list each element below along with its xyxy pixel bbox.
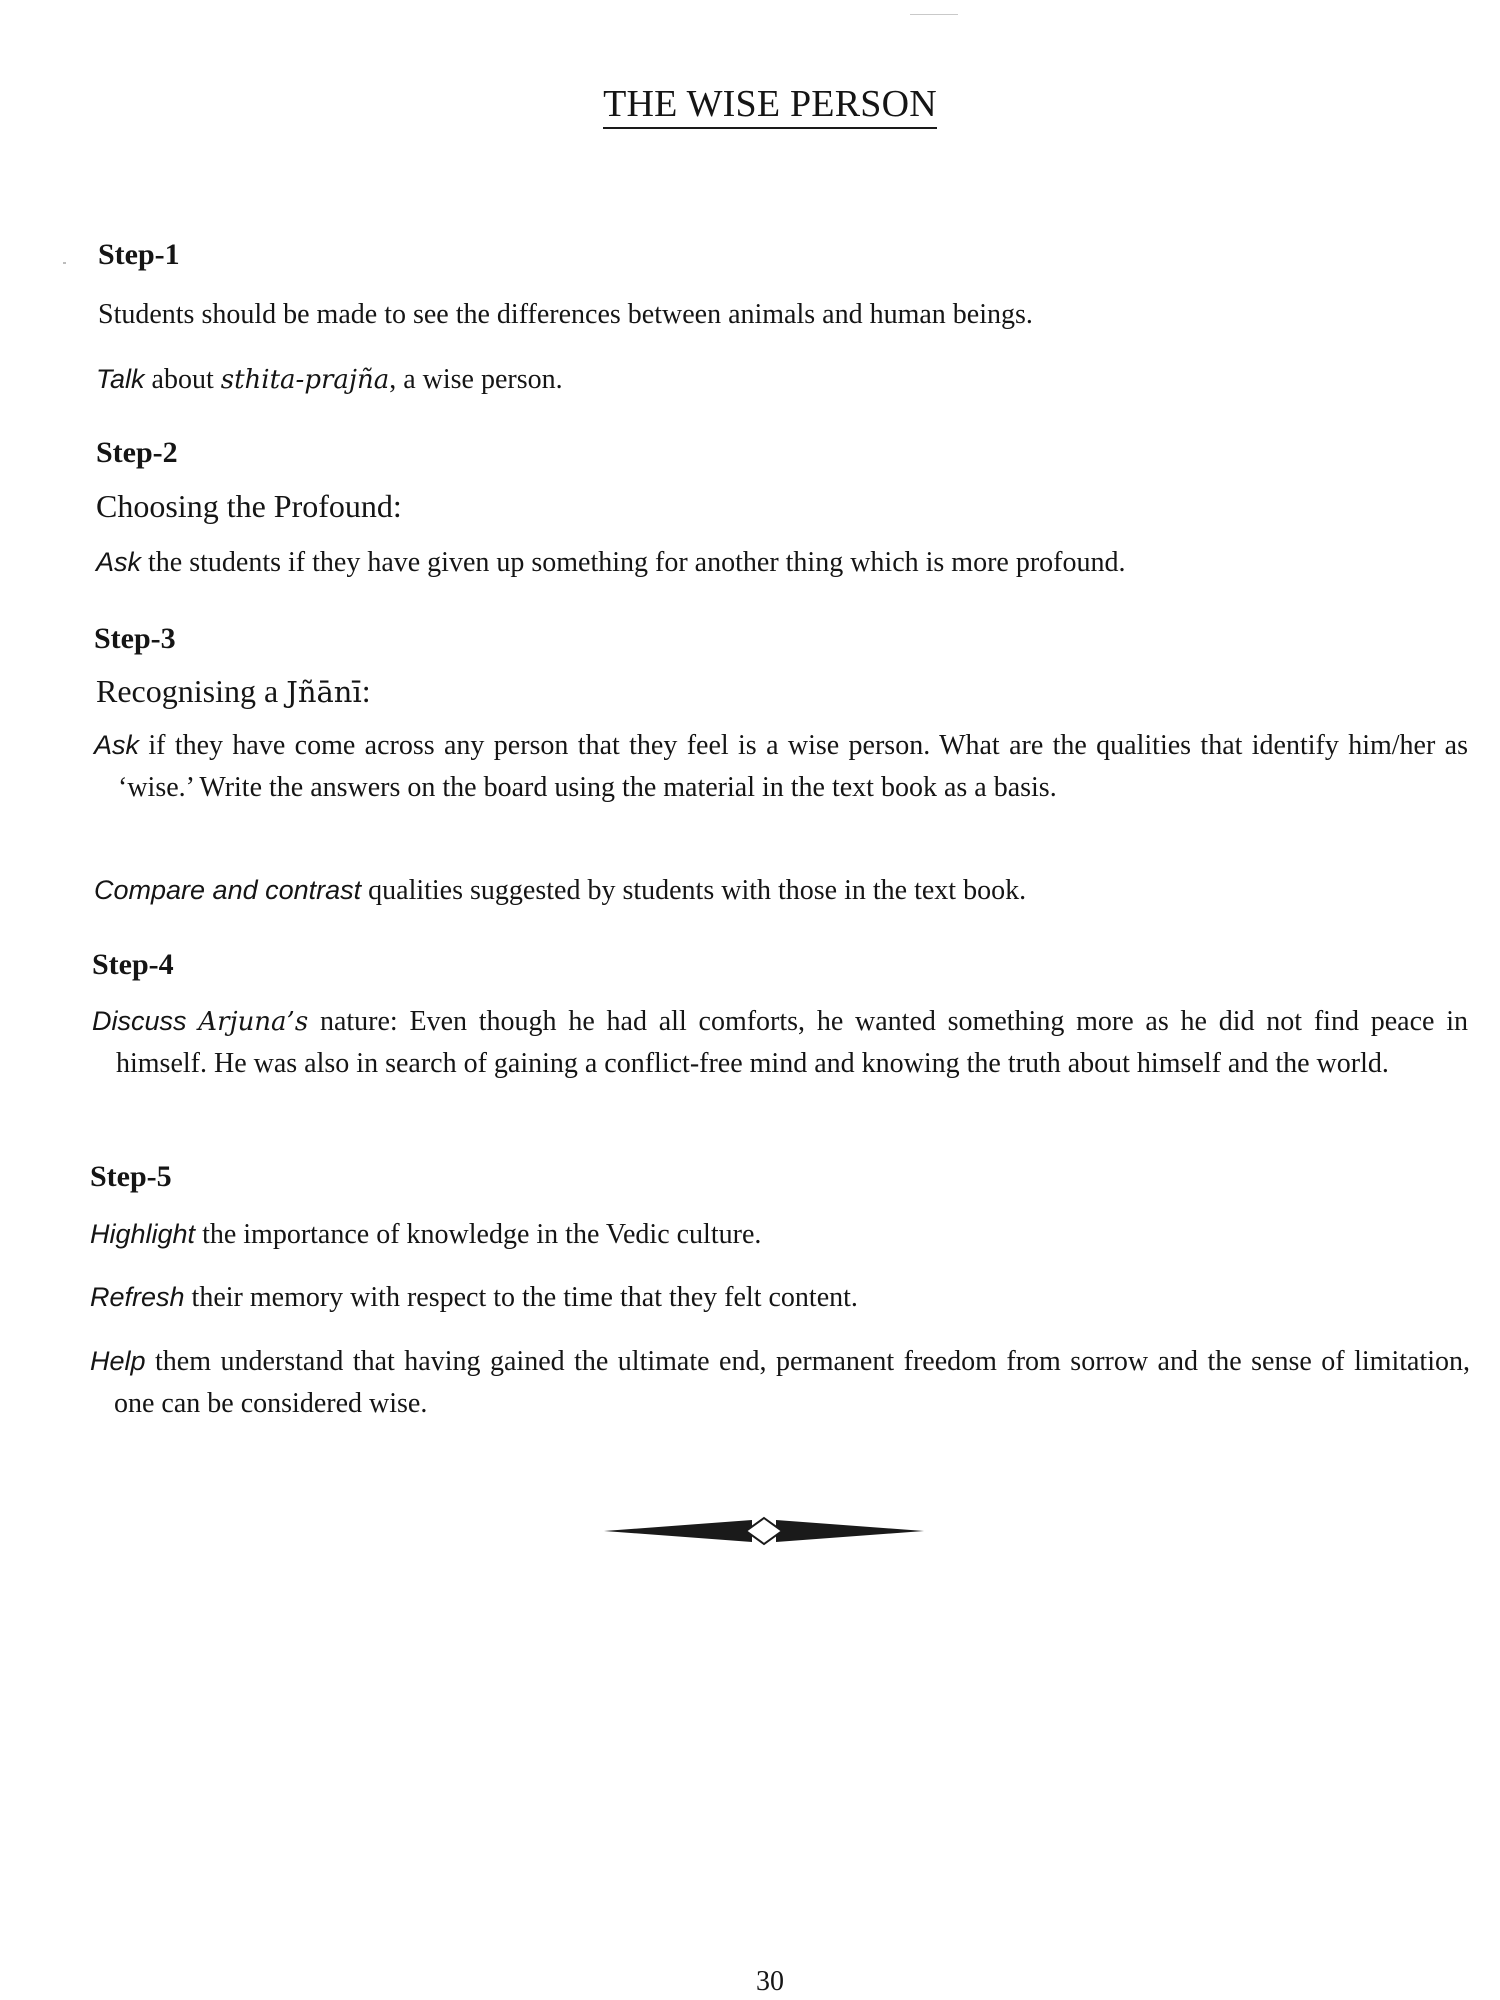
talk-verb: Talk [96,364,145,394]
step-3-ask-paragraph [94,724,1468,809]
margin-scan-dot [63,262,66,264]
step-5-highlight-line [90,1213,1470,1256]
ask-verb: Ask [96,547,142,577]
left-tapered-rule [604,1520,752,1542]
ask-verb-2: Ask [94,730,140,760]
step-3-ask-text: if they have come across any person that they feel is a wise person. What are the qualities that identify him/her as ‘wise.’ Write the answers on the board using the material in the text book as a basis. [118,730,1468,803]
right-tapered-rule [776,1520,924,1542]
step-4-discuss-paragraph [92,1000,1468,1085]
step-3-subheading-b: : [361,673,371,709]
step-5-help-paragraph [90,1340,1470,1425]
step-3-compare-text: qualities suggested by students with those in the text book. [361,875,1027,906]
jnani-term: Jñānī [286,675,362,709]
step-4-heading: Step-4 [92,948,174,981]
step-3-subheading-a: Recognising a [96,673,287,709]
step-5-heading: Step-5 [90,1160,172,1193]
step-5-help-text: them understand that having gained the ultimate end, permanent freedom from sorrow and the sense of limitation, one can be considered wise. [114,1346,1470,1419]
page-title-text: THE WISE PERSON [603,83,937,129]
page-number: 30 [756,1966,784,1997]
discuss-verb: Discuss [92,1006,187,1036]
compare-contrast-verb: Compare and contrast [94,875,362,905]
step-4-discuss-text: nature: Even though he had all comforts, he wanted something more as he did not find peace in himself. He was also in search of gaining a conflict-free mind and knowing the truth about himself and the world. [116,1006,1468,1079]
talk-text-a: about [144,364,221,395]
step-3-heading: Step-3 [94,622,176,655]
talk-text-b: , a wise person. [389,364,563,395]
step-5-refresh-line [90,1276,1470,1319]
step-2-ask-line [96,541,1476,584]
step-3-compare-line [94,869,1474,912]
arjuna-term: Arjuna’s [198,1007,309,1037]
step-1-talk-line [96,358,1456,401]
step-3-subheading [96,673,371,710]
sthita-prajna-term: sthita-prajña [220,365,390,395]
step-2-ask-text: the students if they have given up something for another thing which is more profound. [141,547,1126,578]
highlight-verb: Highlight [90,1219,196,1249]
step-2-heading: Step-2 [96,436,178,469]
step-2-subheading: Choosing the Profound: [96,488,402,524]
top-scan-mark [910,14,958,15]
diamond-divider-icon [604,1514,924,1548]
step-1-instruction: Students should be made to see the differences between animals and human beings. [98,299,1033,330]
step-1-heading: Step-1 [98,238,180,271]
refresh-verb: Refresh [90,1282,185,1312]
step-5-refresh-text: their memory with respect to the time that they felt content. [184,1282,858,1313]
page-title [0,82,1500,126]
step-5-highlight-text: the importance of knowledge in the Vedic culture. [195,1219,762,1250]
help-verb: Help [90,1346,146,1376]
